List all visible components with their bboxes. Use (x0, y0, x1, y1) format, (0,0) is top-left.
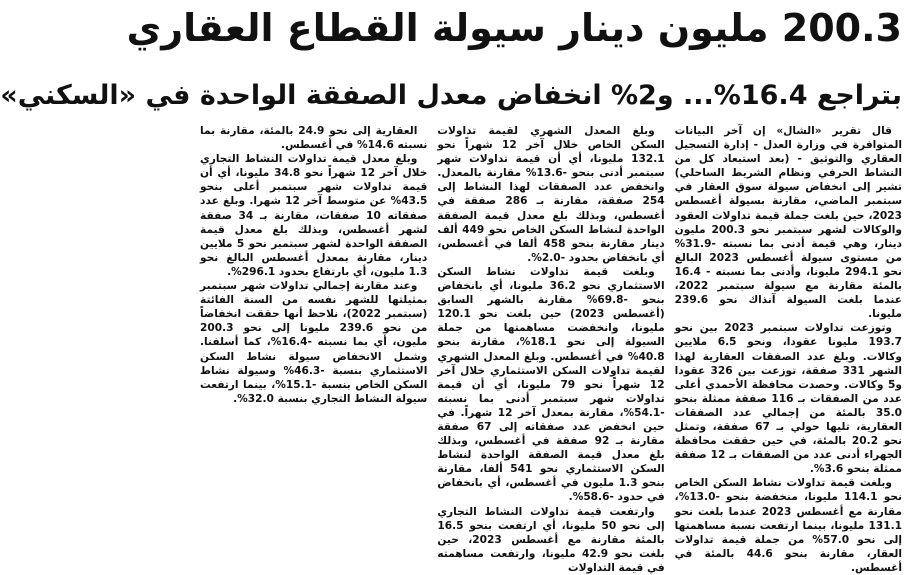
paragraph: وبلغ معدل قيمة تداولات النشاط التجاري خلال آخر 12 شهراً نحو 34.8 مليونا، أي أن قيمة تداولات شهر سبتمبر أعلى بنحو 43.5% عن متوسط آخر 12 شهرا. وبلغ عدد صفقاته 10 صفقات، مقارنة بـ 34 صفقة لشهر أغسطس، وبذلك بلغ معدل قيمة الصفقة الواحدة لشهر سبتمبر نحو 5 ملايين دينار، مقارنة بمعدل أغسطس البالغ نحو 1.3 مليون، أي بارتفاع بحدود 296.1%. (200, 153, 428, 278)
subheadline: بتراجع 16.4%... و2% انخفاض معدل الصفقة الواحدة في «السكني» (0, 80, 902, 111)
article-body (200, 124, 902, 574)
paragraph: وارتفعت قيمة تداولات النشاط التجاري إلى نحو 50 مليونا، أي ارتفعت بنحو 16.5 بالمئة مقارنة مع أغسطس 2023، حين بلغت نحو 42.9 مليونا، وارتفعت مساهمته في قيمة التداولات (437, 505, 665, 574)
paragraph: وتوزعت تداولات سبتمبر 2023 بين نحو 193.7 مليونا عقودا، ونحو 6.5 ملايين وكالات. وبلغ عدد الصفقات العقارية لهذا الشهر 331 صفقة، توزعت بين 326 عقودا و5 وكالات. وحصدت محافظة الأحمدي أعلى عدد من الصفقات بـ 116 صفقة ممثلة بنحو 35.0 بالمئة من إجمالي عدد الصفقات العقارية، تليها حولي بـ 67 صفقة، وتمثل نحو 20.2 بالمئة، في حين حققت محافظة الجهراء أدنى عدد من الصفقات بـ 12 صفقة ممثلة بنحو 3.6%. (674, 322, 902, 476)
column-left (200, 124, 427, 550)
paragraph: وعند مقارنة إجمالي تداولات شهر سبتمبر بمثيلتها للشهر نفسه من السنة الفائتة (سبتمبر 2022)، نلاحظ أنها حققت انخفاضاً من نحو 239.6 مليونا إلى نحو 200.3 مليون، أي بما نسبته -16.4%، كما أسلفنا. وشمل الانخفاض سيولة نشاط السكن الاستثماري بنسبة -46.3% وسيولة نشاط السكن الخاص بنسبة -15.1%، بينما ارتفعت سيولة النشاط التجاري بنسبة 32.0%. (200, 280, 428, 405)
column-right (674, 124, 902, 574)
paragraph: وبلغ المعدل الشهري لقيمة تداولات السكن الخاص خلال آخر 12 شهراً نحو 132.1 مليونا، أي أن قيمة تداولات شهر سبتمبر أدنى بنحو -13.6% مقارنة بالمعدل. وانخفض عدد الصفقات لهذا النشاط إلى 254 صفقة، مقارنة بـ 286 صفقة في أغسطس، وبذلك بلغ معدل قيمة الصفقة الواحدة لنشاط السكن الخاص نحو 449 ألف دينار مقارنة بنحو 458 ألفا في أغسطس، أي بانخفاض بحدود -2.0%. (437, 125, 665, 264)
paragraph: وبلغت قيمة تداولات نشاط السكن الخاص نحو 114.1 مليونا، منخفضة بنحو -13.0%، مقارنة مع أغسطس 2023 عندما بلغت نحو 131.1 مليونا، بينما ارتفعت نسبة مساهمتها إلى نحو 57.0% من جملة قيمة تداولات العقار، مقارنة بنحو 44.6 بالمئة في أغسطس. (674, 477, 902, 574)
paragraph: قال تقرير «الشال» إن آخر البيانات المتوافرة في وزارة العدل - إدارة التسجيل العقاري والتوثيق - (بعد استبعاد كل من النشاط الحرفي ونظام الشريط الساحلي) تشير إلى انخفاض سيولة سوق العقار في سبتمبر الماضي، مقارنة بسيولة أغسطس 2023، حين بلغت جملة قيمة تداولات العقود والوكالات لشهر سبتمبر نحو 200.3 مليون دينار، وهي قيمة أدنى بما نسبته -31.9% من مستوى سيولة أغسطس 2023 البالغ نحو 294.1 مليونا، وأدنى بما نسبته - 16.4 بالمئة مقارنة مع سيولة سبتمبر 2022، عندما بلغت السيولة آنذاك نحو 239.6 مليونا. (674, 125, 902, 321)
headline: 200.3 مليون دينار سيولة القطاع العقاري (126, 6, 902, 50)
paragraph: وبلغت قيمة تداولات نشاط السكن الاستثماري نحو 36.2 مليونا، أي بانخفاض بنحو -69.8% مقارنة بالشهر السابق (أغسطس 2023) حين بلغت نحو 120.1 مليونا، وانخفضت مساهمتها من جملة السيولة إلى نحو 18.1%، مقارنة بنحو 40.8% في أغسطس. وبلغ المعدل الشهري لقيمة تداولات السكن الاستثماري خلال آخر 12 شهراً نحو 79 مليونا، أي أن قيمة تداولات شهر سبتمبر أدنى بما نسبته -54.1%، مقارنة بمعدل آخر 12 شهراً. في حين انخفض عدد صفقاته إلى 67 صفقة مقارنة بـ 92 صفقة في أغسطس، وبذلك بلغ معدل قيمة الصفقة الواحدة لنشاط السكن الاستثماري نحو 541 ألفا، مقارنة بنحو 1.3 مليون في أغسطس، أي بانخفاض في حدود -58.6%. (437, 265, 665, 504)
paragraph: العقارية إلى نحو 24.9 بالمئة، مقارنة بما نسبته 14.6% في أغسطس. (200, 125, 428, 152)
column-middle (437, 124, 665, 574)
